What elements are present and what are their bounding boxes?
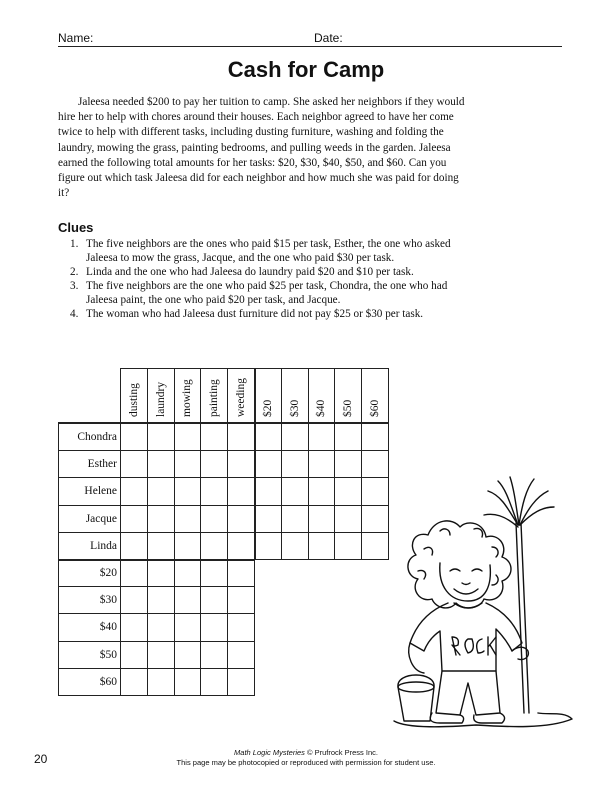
grid-cell[interactable]	[200, 477, 228, 505]
grid-cell[interactable]	[281, 532, 309, 560]
page-number: 20	[34, 752, 48, 766]
grid-cell[interactable]	[200, 559, 228, 587]
grid-cell[interactable]	[361, 423, 389, 451]
row-header-chondra: Chondra	[58, 423, 121, 451]
grid-cell[interactable]	[281, 423, 309, 451]
clue-number: 3.	[70, 280, 79, 292]
column-header-painting	[200, 368, 228, 423]
grid-cell[interactable]	[227, 586, 255, 614]
clue-number: 1.	[70, 238, 79, 250]
grid-cell[interactable]	[281, 450, 309, 478]
grid-cell[interactable]	[361, 505, 389, 533]
grid-cell[interactable]	[308, 505, 336, 533]
grid-cell[interactable]	[308, 450, 336, 478]
grid-cell[interactable]	[120, 532, 148, 560]
grid-cell[interactable]	[147, 641, 175, 669]
grid-cell[interactable]	[147, 532, 175, 560]
column-header-label: dusting	[127, 383, 140, 417]
grid-cell[interactable]	[174, 423, 202, 451]
grid-cell[interactable]	[174, 613, 202, 641]
grid-cell[interactable]	[120, 668, 148, 696]
grid-cell[interactable]	[281, 505, 309, 533]
row-header-20: $20	[58, 559, 121, 587]
grid-cell[interactable]	[200, 613, 228, 641]
row-header-helene: Helene	[58, 477, 121, 505]
grid-cell[interactable]	[254, 477, 282, 505]
clue-text: The five neighbors are the one who paid $25 per task, Chondra, the one who had Jaleesa paint, the one who paid $20 per task, and Jacque.	[86, 280, 448, 306]
clue-item	[58, 279, 468, 307]
grid-cell[interactable]	[334, 423, 362, 451]
name-date-line	[58, 28, 562, 47]
grid-cell[interactable]	[147, 559, 175, 587]
grid-cell[interactable]	[227, 641, 255, 669]
grid-cell[interactable]	[334, 450, 362, 478]
book-title: Math Logic Mysteries	[234, 748, 305, 757]
grid-cell[interactable]	[361, 532, 389, 560]
grid-cell[interactable]	[174, 586, 202, 614]
column-header-60	[361, 368, 389, 423]
grid-cell[interactable]	[147, 505, 175, 533]
grid-cell[interactable]	[120, 586, 148, 614]
name-label: Name:	[58, 31, 94, 45]
clue-number: 4.	[70, 308, 79, 320]
grid-cell[interactable]	[174, 477, 202, 505]
grid-cell[interactable]	[147, 668, 175, 696]
grid-cell[interactable]	[120, 477, 148, 505]
column-header-weeding	[227, 368, 255, 423]
grid-cell[interactable]	[200, 668, 228, 696]
row-header-30: $30	[58, 586, 121, 614]
block-divider-vertical	[254, 368, 256, 560]
grid-cell[interactable]	[147, 477, 175, 505]
header-divider-horizontal	[58, 422, 389, 424]
grid-cell[interactable]	[174, 450, 202, 478]
column-header-label: $60	[369, 399, 382, 417]
grid-cell[interactable]	[200, 532, 228, 560]
row-header-linda: Linda	[58, 532, 121, 560]
grid-cell[interactable]	[200, 423, 228, 451]
column-header-20	[254, 368, 282, 423]
grid-cell[interactable]	[308, 477, 336, 505]
grid-cell[interactable]	[361, 450, 389, 478]
grid-cell[interactable]	[147, 613, 175, 641]
grid-cell[interactable]	[227, 532, 255, 560]
intro-text: Jaleesa needed $200 to pay her tuition to camp. She asked her neighbors if they would hire her to help with chores around their houses. Each neighbor agreed to have her come twice to help with different tasks, including dusting furniture, washing and folding the laundry, mowing the grass, painting bedrooms, and pulling weeds in the garden. Jaleesa earned the following total amounts for her tasks: $20, $30, $40, $50, and $60. Can you figure out which task Jaleesa did for each neighbor and how much she was paid for doing it?	[58, 96, 465, 200]
grid-cell[interactable]	[147, 423, 175, 451]
clue-item	[58, 265, 468, 279]
grid-cell[interactable]	[120, 450, 148, 478]
grid-cell[interactable]	[200, 450, 228, 478]
block-divider-horizontal	[58, 559, 255, 561]
grid-cell[interactable]	[227, 559, 255, 587]
date-label: Date:	[314, 31, 343, 45]
grid-cell[interactable]	[227, 505, 255, 533]
grid-cell[interactable]	[334, 532, 362, 560]
column-header-label: $30	[288, 399, 301, 417]
grid-cell[interactable]	[120, 423, 148, 451]
grid-cell[interactable]	[174, 641, 202, 669]
clue-text: The woman who had Jaleesa dust furniture did not pay $25 or $30 per task.	[86, 308, 424, 320]
grid-cell[interactable]	[227, 613, 255, 641]
grid-cell[interactable]	[174, 559, 202, 587]
footer-copyright	[0, 748, 612, 758]
column-header-label: weeding	[235, 378, 248, 417]
clue-text: The five neighbors are the ones who paid $15 per task, Esther, the one who asked Jaleesa to mow the grass, Jacque, and the one who paid $30 per task.	[86, 238, 451, 264]
copyright-text: © Prufrock Press Inc.	[304, 748, 378, 757]
grid-cell[interactable]	[308, 532, 336, 560]
page-title: Cash for Camp	[227, 57, 385, 82]
column-header-label: painting	[208, 379, 221, 417]
permission-notice: This page may be photocopied or reproduced with permission for student use.	[176, 758, 436, 767]
grid-cell[interactable]	[120, 613, 148, 641]
grid-cell[interactable]	[147, 450, 175, 478]
grid-cell[interactable]	[120, 559, 148, 587]
column-header-label: $20	[261, 399, 274, 417]
grid-cell[interactable]	[281, 477, 309, 505]
column-header-40	[308, 368, 336, 423]
column-header-laundry	[147, 368, 175, 423]
row-header-40: $40	[58, 613, 121, 641]
grid-cell[interactable]	[227, 423, 255, 451]
column-header-label: $40	[315, 399, 328, 417]
grid-cell[interactable]	[254, 505, 282, 533]
column-header-dusting	[120, 368, 148, 423]
row-header-50: $50	[58, 641, 121, 669]
grid-cell[interactable]	[254, 423, 282, 451]
footer	[0, 748, 612, 768]
grid-cell[interactable]	[334, 477, 362, 505]
row-header-60: $60	[58, 668, 121, 696]
grid-cell[interactable]	[200, 505, 228, 533]
clue-text: Linda and the one who had Jaleesa do laundry paid $20 and $10 per task.	[86, 266, 414, 278]
column-header-label: mowing	[181, 379, 194, 417]
column-header-mowing	[174, 368, 202, 423]
intro-paragraph	[58, 95, 468, 201]
clues-heading: Clues	[58, 220, 94, 235]
clue-item	[58, 307, 468, 321]
grid-cell[interactable]	[227, 450, 255, 478]
clues-list	[58, 237, 468, 321]
grid-cell[interactable]	[254, 450, 282, 478]
girl-with-mop-illustration	[388, 475, 578, 730]
row-header-jacque: Jacque	[58, 505, 121, 533]
row-header-esther: Esther	[58, 450, 121, 478]
column-header-label: laundry	[154, 381, 167, 417]
column-header-label: $50	[342, 399, 355, 417]
grid-cell[interactable]	[254, 532, 282, 560]
grid-cell[interactable]	[174, 505, 202, 533]
grid-cell[interactable]	[308, 423, 336, 451]
grid-cell[interactable]	[361, 477, 389, 505]
column-header-50	[334, 368, 362, 423]
grid-cell[interactable]	[227, 668, 255, 696]
grid-cell[interactable]	[174, 668, 202, 696]
grid-cell[interactable]	[147, 586, 175, 614]
grid-cell[interactable]	[227, 477, 255, 505]
grid-cell[interactable]	[200, 641, 228, 669]
column-header-30	[281, 368, 309, 423]
clue-number: 2.	[70, 266, 79, 278]
clue-item	[58, 237, 468, 265]
grid-cell[interactable]	[334, 505, 362, 533]
grid-cell[interactable]	[120, 641, 148, 669]
grid-cell[interactable]	[174, 532, 202, 560]
grid-cell[interactable]	[120, 505, 148, 533]
grid-cell[interactable]	[200, 586, 228, 614]
